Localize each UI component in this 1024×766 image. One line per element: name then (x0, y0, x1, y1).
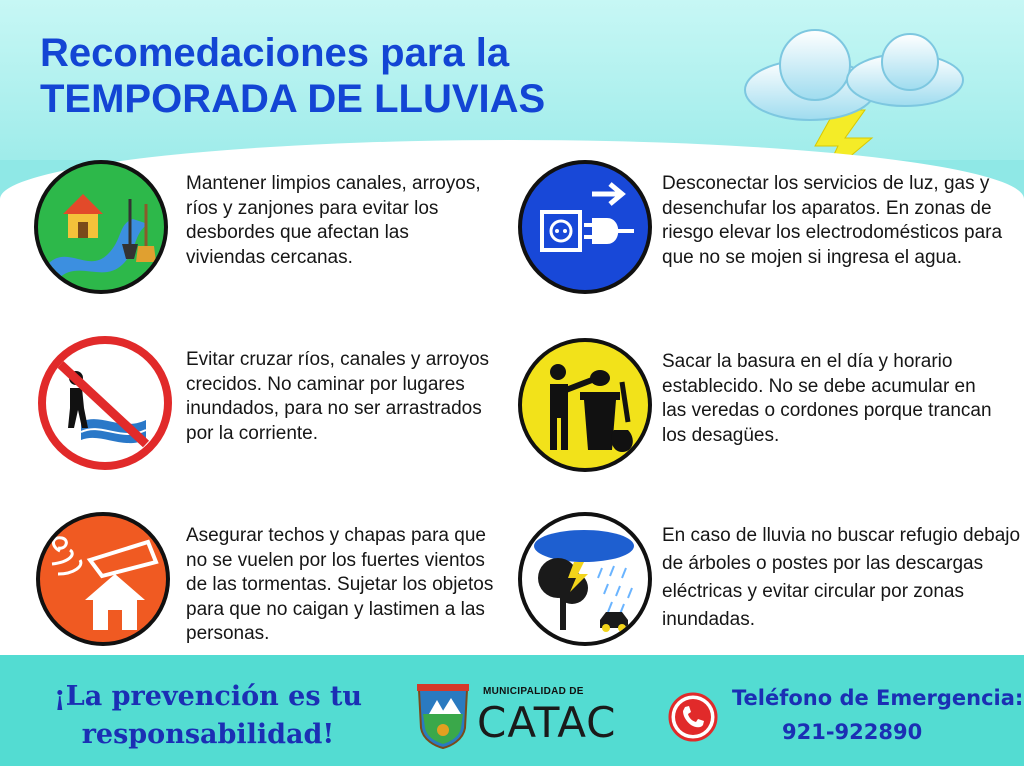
recommendation-text: Sacar la basura en el día y horario establecido. No se debe acumular en las veredas o cordones porque trancan los desagües. (662, 351, 992, 446)
title-line-2: TEMPORADA DE LLUVIAS (40, 77, 546, 121)
recommendation-text: Mantener limpios canales, arroyos, ríos y zanjones para evitar los desbordes que afectan las viviendas cercanas. (186, 173, 481, 268)
no-crossing-icon (38, 336, 172, 470)
slogan-text: ¡La prevención es tu responsabilidad! (53, 681, 363, 750)
unplug-icon (518, 160, 652, 294)
phone-icon (668, 692, 718, 742)
page-title (40, 30, 545, 122)
coat-of-arms-icon (415, 684, 471, 750)
lightning-tree-icon (518, 512, 652, 646)
emergency-phone-number: 921-922890 (782, 720, 923, 744)
logo-name: CATAC (477, 698, 617, 747)
recommendation-text: Evitar cruzar ríos, canales y arroyos crecidos. No caminar por lugares inundados, para no ser arrastrados por la corriente. (186, 349, 490, 444)
wind-roof-icon (36, 512, 170, 646)
recommendation-text: En caso de lluvia no buscar refugio debajo de árboles o postes por las descargas eléctricas y evitar circular por zonas inundadas. (662, 525, 1021, 630)
recommendation-text: Desconectar los servicios de luz, gas y desenchufar los aparatos. En zonas de riesgo elevar los electrodomésticos para que no se mojen si ingresa el agua. (662, 173, 1003, 268)
title-line-1: Recomedaciones para la (40, 31, 510, 75)
logo-caption: MUNICIPALIDAD DE (483, 686, 584, 697)
emergency-phone-label: Teléfono de Emergencia: (732, 686, 1024, 710)
house-river-icon (34, 160, 168, 294)
trash-icon (518, 338, 652, 472)
recommendation-text: Asegurar techos y chapas para que no se vuelen por los fuertes vientos de las tormentas. Sujetar los objetos para que no caigan y lastimen a las personas. (186, 525, 494, 644)
municipality-logo (415, 684, 615, 754)
